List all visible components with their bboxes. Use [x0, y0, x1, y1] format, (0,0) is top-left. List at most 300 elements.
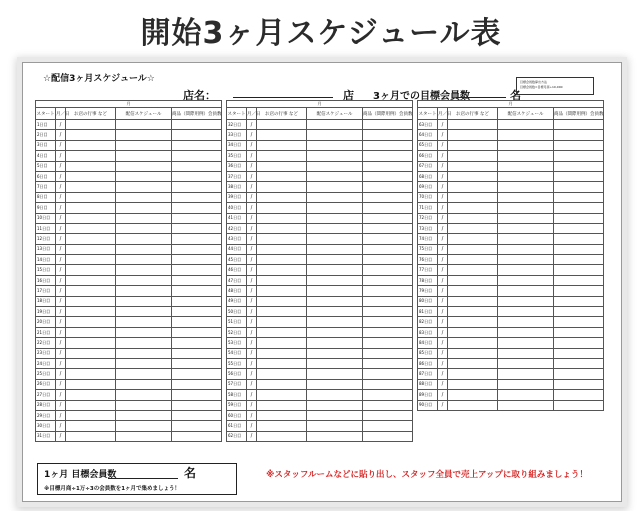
blank-cell — [257, 369, 307, 379]
blank-cell — [172, 348, 222, 358]
blank-cell — [554, 348, 604, 358]
table-row — [36, 120, 222, 130]
blank-cell — [448, 327, 498, 337]
blank-cell — [554, 400, 604, 410]
blank-cell — [257, 130, 307, 140]
table-row — [227, 151, 413, 161]
goal-label: 3ヶ月での目標会員数 — [373, 91, 470, 102]
blank-cell — [448, 358, 498, 368]
blank-cell — [116, 203, 172, 213]
day-label: 55日目 — [227, 358, 247, 368]
blank-cell — [257, 307, 307, 317]
day-label: 19日目 — [36, 307, 56, 317]
blank-cell — [554, 369, 604, 379]
column-header: 配信スケジュール — [498, 108, 554, 120]
date-cell: / — [247, 130, 257, 140]
blank-cell — [257, 327, 307, 337]
blank-cell — [498, 379, 554, 389]
blank-cell — [307, 400, 363, 410]
blank-cell — [66, 358, 116, 368]
schedule-sheet — [22, 62, 622, 502]
blank-cell — [307, 275, 363, 285]
date-cell: / — [56, 213, 66, 223]
blank-cell — [307, 255, 363, 265]
blank-cell — [307, 327, 363, 337]
date-cell: / — [438, 213, 448, 223]
day-label: 18日目 — [36, 296, 56, 306]
day-label: 33日目 — [227, 130, 247, 140]
blank-cell — [498, 161, 554, 171]
date-cell: / — [56, 151, 66, 161]
date-cell: / — [438, 379, 448, 389]
blank-cell — [116, 275, 172, 285]
blank-cell — [448, 192, 498, 202]
blank-cell — [172, 431, 222, 441]
date-cell: / — [56, 255, 66, 265]
date-cell: / — [247, 255, 257, 265]
blank-cell — [172, 171, 222, 181]
day-label: 47日目 — [227, 275, 247, 285]
blank-cell — [448, 161, 498, 171]
schedule-grid — [35, 100, 222, 442]
blank-cell — [257, 358, 307, 368]
goal-blank — [456, 97, 506, 98]
date-cell: / — [247, 286, 257, 296]
blank-cell — [66, 203, 116, 213]
blank-cell — [257, 182, 307, 192]
day-label: 9日目 — [36, 203, 56, 213]
blank-cell — [116, 431, 172, 441]
blank-cell — [116, 223, 172, 233]
day-label: 67日目 — [418, 161, 438, 171]
blank-cell — [116, 244, 172, 254]
table-row — [418, 317, 604, 327]
day-label: 68日目 — [418, 171, 438, 181]
table-row — [36, 151, 222, 161]
blank-cell — [363, 317, 413, 327]
blank-cell — [448, 379, 498, 389]
table-row — [418, 171, 604, 181]
date-cell: / — [247, 171, 257, 181]
blank-cell — [172, 244, 222, 254]
day-label: 14日目 — [36, 255, 56, 265]
table-row — [418, 120, 604, 130]
table-row — [227, 431, 413, 441]
blank-cell — [172, 213, 222, 223]
blank-cell — [498, 171, 554, 181]
blank-cell — [554, 223, 604, 233]
blank-cell — [363, 286, 413, 296]
blank-cell — [66, 296, 116, 306]
blank-cell — [307, 369, 363, 379]
table-row — [36, 161, 222, 171]
blank-cell — [363, 307, 413, 317]
blank-cell — [116, 286, 172, 296]
blank-cell — [257, 192, 307, 202]
table-row — [227, 140, 413, 150]
blank-cell — [554, 307, 604, 317]
staff-message: ※スタッフルームなどに貼り出し、スタッフ全員で売上アップに取り組みましょう！ — [266, 470, 588, 480]
blank-cell — [448, 120, 498, 130]
blank-cell — [363, 275, 413, 285]
day-label: 77日目 — [418, 265, 438, 275]
day-label: 73日目 — [418, 223, 438, 233]
blank-cell — [257, 234, 307, 244]
date-cell: / — [438, 307, 448, 317]
blank-cell — [116, 400, 172, 410]
blank-cell — [554, 317, 604, 327]
table-row — [36, 130, 222, 140]
date-cell: / — [56, 358, 66, 368]
blank-cell — [116, 192, 172, 202]
blank-cell — [554, 151, 604, 161]
date-cell: / — [56, 369, 66, 379]
day-label: 72日目 — [418, 213, 438, 223]
day-label: 4日目 — [36, 151, 56, 161]
blank-cell — [257, 421, 307, 431]
day-label: 30日目 — [36, 421, 56, 431]
blank-cell — [448, 390, 498, 400]
date-cell: / — [438, 275, 448, 285]
blank-cell — [307, 421, 363, 431]
date-cell: / — [56, 338, 66, 348]
date-cell: / — [247, 192, 257, 202]
blank-cell — [257, 390, 307, 400]
day-label: 49日目 — [227, 296, 247, 306]
goal-suffix: 名 — [510, 89, 521, 102]
blank-cell — [307, 410, 363, 420]
blank-cell — [363, 171, 413, 181]
blank-cell — [307, 286, 363, 296]
blank-cell — [116, 213, 172, 223]
blank-cell — [66, 213, 116, 223]
table-row — [36, 431, 222, 441]
day-label: 84日目 — [418, 338, 438, 348]
table-row — [227, 286, 413, 296]
date-cell: / — [247, 151, 257, 161]
table-row — [418, 286, 604, 296]
day-label: 66日目 — [418, 151, 438, 161]
blank-cell — [116, 130, 172, 140]
blank-cell — [257, 296, 307, 306]
blank-cell — [172, 255, 222, 265]
blank-cell — [307, 265, 363, 275]
date-cell: / — [438, 265, 448, 275]
schedule-grid — [417, 100, 604, 411]
table-row — [418, 244, 604, 254]
date-cell: / — [438, 338, 448, 348]
day-label: 58日目 — [227, 390, 247, 400]
blank-cell — [257, 431, 307, 441]
blank-cell — [172, 265, 222, 275]
sheet-heading: ☆配信3ヶ月スケジュール☆ — [43, 74, 155, 84]
blank-cell — [172, 421, 222, 431]
blank-cell — [172, 317, 222, 327]
date-cell: / — [438, 296, 448, 306]
blank-cell — [307, 192, 363, 202]
blank-cell — [257, 400, 307, 410]
blank-cell — [307, 182, 363, 192]
day-label: 43日目 — [227, 234, 247, 244]
day-label: 86日目 — [418, 358, 438, 368]
day-label: 82日目 — [418, 317, 438, 327]
blank-cell — [498, 338, 554, 348]
table-row — [227, 275, 413, 285]
table-row — [418, 182, 604, 192]
page-title: 開始3ヶ月スケジュール表 — [140, 16, 502, 51]
goal-note-line: 目標会員数算出方法 — [520, 80, 548, 84]
table-row — [227, 265, 413, 275]
blank-cell — [257, 223, 307, 233]
table-row — [418, 140, 604, 150]
table-row — [36, 255, 222, 265]
blank-cell — [363, 431, 413, 441]
column-header: 月／日 — [56, 108, 66, 120]
day-label: 39日目 — [227, 192, 247, 202]
date-cell: / — [56, 140, 66, 150]
table-row — [227, 171, 413, 181]
date-cell: / — [56, 307, 66, 317]
date-cell: / — [56, 223, 66, 233]
column-header: お店の行事 など — [66, 108, 116, 120]
table-row — [36, 265, 222, 275]
blank-cell — [554, 379, 604, 389]
date-cell: / — [56, 161, 66, 171]
blank-cell — [448, 151, 498, 161]
date-cell: / — [438, 234, 448, 244]
table-row — [36, 296, 222, 306]
blank-cell — [498, 348, 554, 358]
day-label: 38日目 — [227, 182, 247, 192]
blank-cell — [116, 338, 172, 348]
date-cell: / — [247, 234, 257, 244]
table-row — [36, 213, 222, 223]
blank-cell — [307, 171, 363, 181]
blank-cell — [172, 140, 222, 150]
blank-cell — [448, 244, 498, 254]
day-label: 13日目 — [36, 244, 56, 254]
date-cell: / — [438, 358, 448, 368]
date-cell: / — [56, 421, 66, 431]
day-label: 76日目 — [418, 255, 438, 265]
blank-cell — [172, 182, 222, 192]
blank-cell — [363, 338, 413, 348]
date-cell: / — [247, 410, 257, 420]
date-cell: / — [438, 120, 448, 130]
date-cell: / — [56, 130, 66, 140]
blank-cell — [257, 265, 307, 275]
blank-cell — [116, 369, 172, 379]
date-cell: / — [438, 223, 448, 233]
date-cell: / — [247, 348, 257, 358]
column-header: 月／日 — [438, 108, 448, 120]
blank-cell — [116, 161, 172, 171]
day-label: 29日目 — [36, 410, 56, 420]
blank-cell — [448, 286, 498, 296]
table-row — [227, 369, 413, 379]
date-cell: / — [247, 421, 257, 431]
day-label: 83日目 — [418, 327, 438, 337]
blank-cell — [554, 296, 604, 306]
blank-cell — [448, 369, 498, 379]
blank-cell — [363, 358, 413, 368]
table-row — [36, 182, 222, 192]
blank-cell — [307, 203, 363, 213]
blank-cell — [554, 265, 604, 275]
day-label: 51日目 — [227, 317, 247, 327]
date-cell: / — [56, 171, 66, 181]
blank-cell — [363, 182, 413, 192]
date-cell: / — [438, 286, 448, 296]
day-label: 36日目 — [227, 161, 247, 171]
day-label: 69日目 — [418, 182, 438, 192]
blank-cell — [307, 223, 363, 233]
date-cell: / — [438, 171, 448, 181]
table-row — [36, 358, 222, 368]
blank-cell — [498, 390, 554, 400]
blank-cell — [66, 379, 116, 389]
table-row — [418, 369, 604, 379]
date-cell: / — [247, 317, 257, 327]
blank-cell — [172, 327, 222, 337]
blank-cell — [66, 307, 116, 317]
day-label: 45日目 — [227, 255, 247, 265]
blank-cell — [363, 151, 413, 161]
day-label: 79日目 — [418, 286, 438, 296]
blank-cell — [307, 348, 363, 358]
table-row — [227, 327, 413, 337]
date-cell: / — [438, 390, 448, 400]
month-header: 月 — [227, 101, 413, 108]
blank-cell — [172, 410, 222, 420]
day-label: 64日目 — [418, 130, 438, 140]
date-cell: / — [438, 203, 448, 213]
monthly-goal-blank — [108, 478, 178, 479]
blank-cell — [257, 151, 307, 161]
blank-cell — [363, 379, 413, 389]
blank-cell — [66, 400, 116, 410]
blank-cell — [66, 286, 116, 296]
blank-cell — [363, 265, 413, 275]
date-cell: / — [247, 390, 257, 400]
blank-cell — [116, 421, 172, 431]
table-row — [418, 348, 604, 358]
blank-cell — [116, 348, 172, 358]
blank-cell — [257, 244, 307, 254]
table-row — [227, 130, 413, 140]
blank-cell — [448, 317, 498, 327]
date-cell: / — [438, 348, 448, 358]
table-row — [36, 286, 222, 296]
date-cell: / — [247, 213, 257, 223]
blank-cell — [172, 296, 222, 306]
date-cell: / — [247, 338, 257, 348]
goal-note-line: 目標会員数=目標月商÷10,000 — [520, 85, 563, 89]
date-cell: / — [56, 265, 66, 275]
blank-cell — [172, 286, 222, 296]
table-row — [36, 390, 222, 400]
blank-cell — [498, 296, 554, 306]
table-row — [227, 192, 413, 202]
blank-cell — [66, 421, 116, 431]
blank-cell — [307, 338, 363, 348]
table-row — [36, 171, 222, 181]
date-cell: / — [247, 244, 257, 254]
blank-cell — [257, 213, 307, 223]
table-row — [36, 400, 222, 410]
table-row — [36, 244, 222, 254]
blank-cell — [116, 140, 172, 150]
column-header: スタート — [227, 108, 247, 120]
day-label: 48日目 — [227, 286, 247, 296]
date-cell: / — [247, 307, 257, 317]
day-label: 65日目 — [418, 140, 438, 150]
table-row — [227, 307, 413, 317]
blank-cell — [257, 286, 307, 296]
blank-cell — [66, 234, 116, 244]
blank-cell — [363, 421, 413, 431]
blank-cell — [498, 192, 554, 202]
monthly-goal-note: ※目標月商÷1万÷3の会員数を1ヶ月で集めましょう！ — [44, 486, 181, 492]
blank-cell — [307, 307, 363, 317]
date-cell: / — [56, 327, 66, 337]
table-row — [36, 140, 222, 150]
day-label: 71日目 — [418, 203, 438, 213]
blank-cell — [66, 151, 116, 161]
blank-cell — [66, 120, 116, 130]
blank-cell — [172, 151, 222, 161]
column-header: 商品（間際用例）会員数 — [363, 108, 413, 120]
blank-cell — [66, 369, 116, 379]
blank-cell — [257, 161, 307, 171]
date-cell: / — [247, 203, 257, 213]
day-label: 57日目 — [227, 379, 247, 389]
date-cell: / — [438, 140, 448, 150]
day-label: 6日目 — [36, 171, 56, 181]
blank-cell — [448, 400, 498, 410]
blank-cell — [172, 275, 222, 285]
blank-cell — [66, 223, 116, 233]
date-cell: / — [56, 192, 66, 202]
table-row — [36, 379, 222, 389]
blank-cell — [307, 234, 363, 244]
date-cell: / — [247, 358, 257, 368]
blank-cell — [66, 390, 116, 400]
blank-cell — [554, 182, 604, 192]
date-cell: / — [438, 255, 448, 265]
day-label: 5日目 — [36, 161, 56, 171]
blank-cell — [257, 410, 307, 420]
date-cell: / — [247, 369, 257, 379]
date-cell: / — [56, 390, 66, 400]
blank-cell — [257, 171, 307, 181]
blank-cell — [554, 286, 604, 296]
blank-cell — [172, 161, 222, 171]
table-row — [227, 400, 413, 410]
blank-cell — [66, 317, 116, 327]
column-header: スタート — [36, 108, 56, 120]
table-row — [418, 161, 604, 171]
table-row — [227, 410, 413, 420]
column-header: 商品（間際用例）会員数 — [172, 108, 222, 120]
blank-cell — [498, 182, 554, 192]
table-row — [227, 390, 413, 400]
blank-cell — [363, 296, 413, 306]
blank-cell — [257, 348, 307, 358]
blank-cell — [498, 265, 554, 275]
date-cell: / — [247, 296, 257, 306]
day-label: 89日目 — [418, 390, 438, 400]
